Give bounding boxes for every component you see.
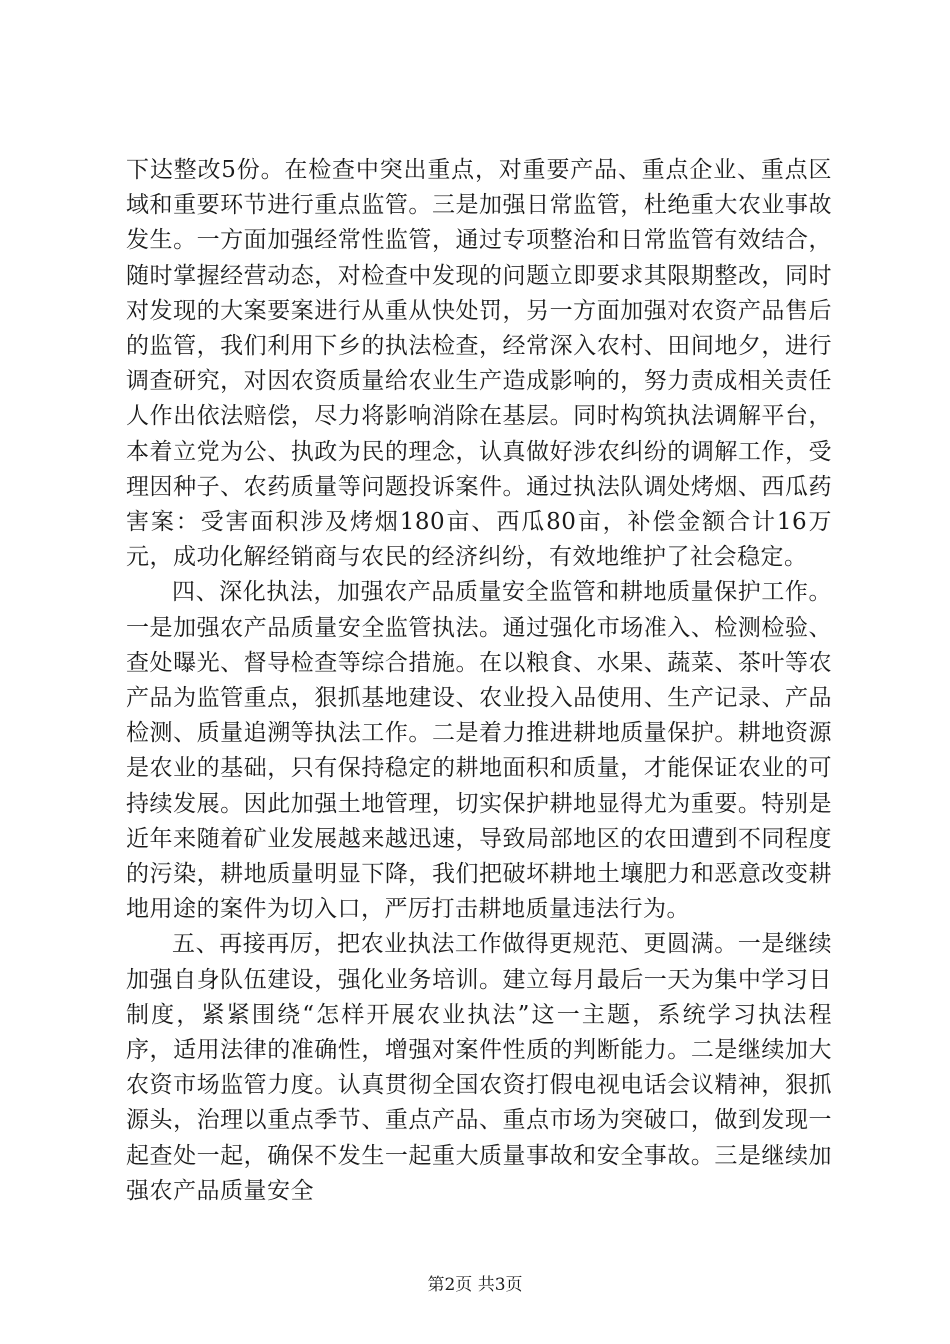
page-footer: 第2页 共3页 (427, 1275, 523, 1295)
paragraph-3: 五、再接再厉，把农业执法工作做得更规范、更圆满。一是继续加强自身队伍建设，强化业务培训。建立每月最后一天为集中学习日制度，紧紧围绕“怎样开展农业执法”这一主题，系统学习执法程序，适用法律的准确性，增强对案件性质的判断能力。二是继续加大农资市场监管力度。认真贯彻全国农资打假电视电话会议精神，狠抓源头，治理以重点季节、重点产品、重点市场为突破口，做到发现一起查处一起，确保不发生一起重大质量事故和安全事故。三是继续加强农产品质量安全 (126, 931, 832, 1204)
paragraph-2: 四、深化执法，加强农产品质量安全监管和耕地质量保护工作。一是加强农产品质量安全监管执法。通过强化市场准入、检测检验、查处曝光、督导检查等综合措施。在以粮食、水果、蔬菜、茶叶等农产品为监管重点，狠抓基地建设、农业投入品使用、生产记录、产品检测、质量追溯等执法工作。二是着力推进耕地质量保护。耕地资源是农业的基础，只有保持稳定的耕地面积和质量，才能保证农业的可持续发展。因此加强土地管理，切实保护耕地显得尤为重要。特别是近年来随着矿业发展越来越迅速，导致局部地区的农田遭到不同程度的污染，耕地质量明显下降，我们把破坏耕地土壤肥力和恶意改变耕地用途的案件为切入口，严厉打击耕地质量违法行为。 (126, 579, 832, 923)
paragraph-1: 下达整改5份。在检查中突出重点，对重要产品、重点企业、重点区域和重要环节进行重点监管。三是加强日常监管，杜绝重大农业事故发生。一方面加强经常性监管，通过专项整治和日常监管有效结合，随时掌握经营动态，对检查中发现的问题立即要求其限期整改，同时对发现的大案要案进行从重从快处罚，另一方面加强对农资产品售后的监管，我们利用下乡的执法检查，经常深入农村、田间地夕，进行调查研究，对因农资质量给农业生产造成影响的，努力责成相关责任人作出依法赔偿，尽力将影响消除在基层。同时构筑执法调解平台，本着立党为公、执政为民的理念，认真做好涉农纠纷的调解工作，受理因种子、农药质量等问题投诉案件。通过执法队调处烤烟、西瓜药害案：受害面积涉及烤烟180亩、西瓜80亩，补偿金额合计16万元，成功化解经销商与农民的经济纠纷，有效地维护了社会稳定。 (126, 157, 832, 571)
document-body (126, 153, 832, 1209)
